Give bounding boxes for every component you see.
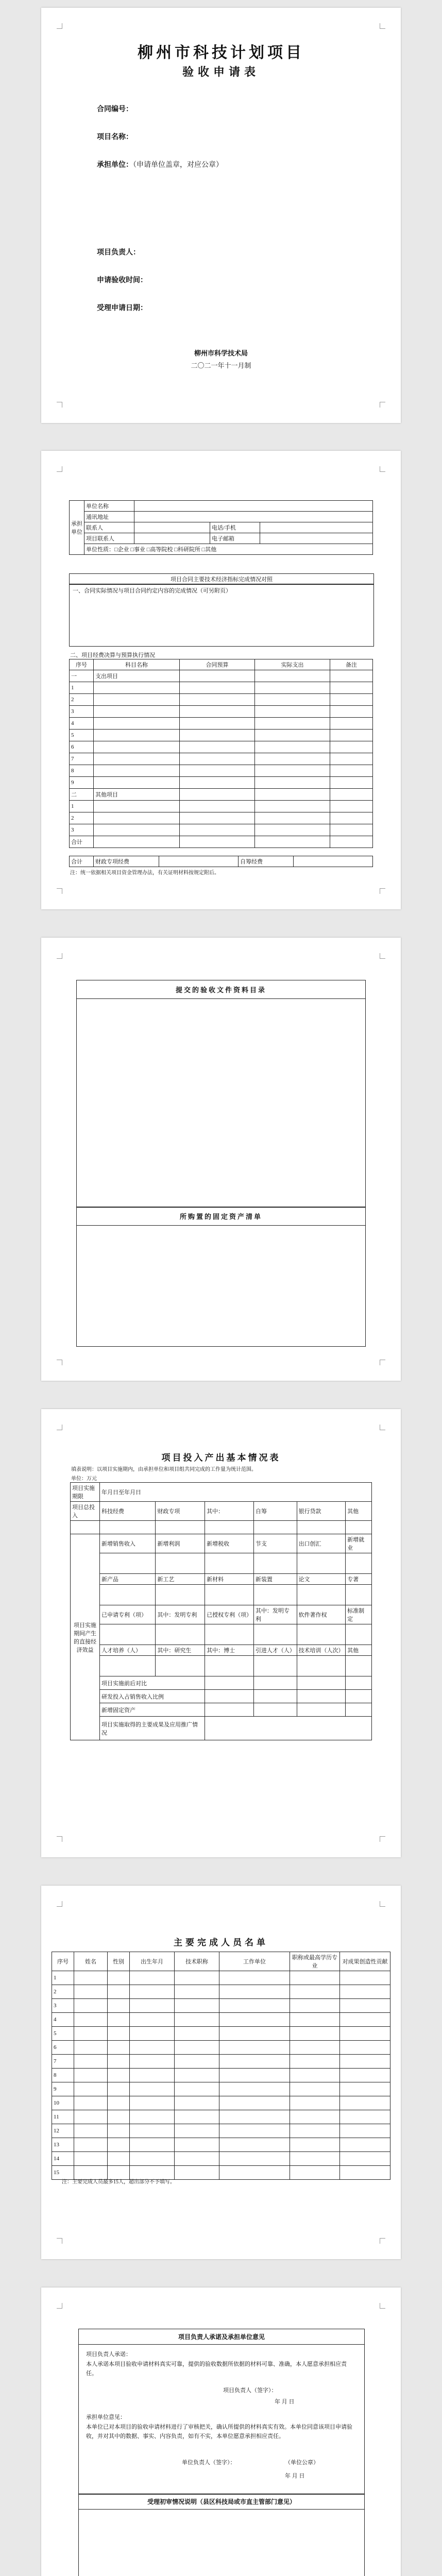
personnel-row: 4 [52,2013,390,2027]
io-unit: 单位：万元 [71,1476,97,1482]
personnel-row: 1 [52,1971,390,1985]
budget-row: 一 支出项目 [70,670,373,682]
personnel-footnote: 注：主要完成人员最多15人，超出部分不予填写。 [62,2179,175,2185]
page-basic-info [41,451,401,909]
personnel-table: 序号 姓名 性别 出生年月 技术职称 工作单位 职称或最高学历专业 对成果创造性贡献 1 2 3 4 5 6 7 8 9 10 11 12 13 14 15 [52,1952,390,2180]
cover-field: 项目负责人： [97,249,140,257]
indicators-box: 一、合同实际情况与项目合同约定内容的完成情况（可另附页） [69,584,374,647]
personnel-row: 7 [52,2055,390,2069]
io-table: 项目实施期限 年月日至年月日 项目总投入 科技经费 财政专项 其中： 自筹 银行贷款 其他 项目实施期间产生的直接经济效益 新增销售收入 新增利润 新增税收 节支 出口创汇 新增就业 新产品 新工艺 新材料 新装置 论文 专著 已申请专利（项） 其中：发明专利 已授权专利（项） 其中：发明专利 软件著作权 标准制定 人才培养（人） 其中：研究生 其中：博士 引进人才（人） 技术培训（人次） 其他 项目实施前后对比 研发投入占销售收入比例 新增固定资产 项目实施取得的主要成果及应用推广情况 [70,1482,372,1740]
applicant-table: 承担单位 单位名称 通讯地址 联系人 电话/手机 项目联系人 电子邮箱 单位性质：□企业 □事业 □高等院校 □科研院所 □其他 [69,500,373,555]
review-box [78,2494,365,2576]
budget-row: 7 [70,753,373,765]
budget-row: 8 [70,765,373,777]
personnel-row: 12 [52,2124,390,2138]
caption-budget: 二、项目经费决算与预算执行情况 [70,652,155,658]
personnel-row: 3 [52,1999,390,2013]
personnel-row: 8 [52,2069,390,2082]
budget-table: 序号 科目名称 合同预算 实际支出 备注 一 支出项目 1 2 3 4 5 6 7 8 9 二 其他项目 1 2 3 合计 [69,659,373,848]
documents-box [76,980,366,1208]
documents-title: 提交的验收文件资料目录 [77,980,365,999]
personnel-row: 6 [52,2041,390,2055]
budget-row: 1 [70,801,373,812]
budget-row: 3 [70,706,373,718]
personnel-row: 2 [52,1985,390,1999]
cover-date: 二〇二一年十一月制 [191,362,251,369]
page-input-output [41,1409,401,1857]
budget-row: 合计 [70,836,373,848]
cover-field: 合同编号： [97,106,133,113]
personnel-row: 10 [52,2096,390,2110]
page-cover [41,8,401,423]
cover-field: 申请验收时间： [97,277,147,284]
cover-title: 柳州市科技计划项目 [138,44,304,61]
cover-subtitle: 验收申请表 [182,65,260,78]
personnel-row: 5 [52,2027,390,2041]
budget-total: 合计 财政专项经费 自筹经费 [69,856,373,867]
caption-indicators: 项目合同主要技术经济指标完成情况对照 [69,573,374,585]
personnel-title: 主要完成人员名单 [174,1938,268,1947]
budget-row: 9 [70,777,373,789]
budget-row: 4 [70,718,373,730]
personnel-row: 9 [52,2082,390,2096]
page-commitment [41,2287,401,2576]
personnel-row: 15 [52,2166,390,2180]
io-title: 项目投入产出基本情况表 [161,1453,281,1463]
budget-row: 二 其他项目 [70,789,373,801]
review-title: 受理初审情况说明（县区科技局或市直主管部门意见） [79,2494,364,2510]
personnel-row: 14 [52,2152,390,2166]
budget-row: 1 [70,682,373,694]
personnel-row: 13 [52,2138,390,2152]
cover-field: 受理申请日期： [97,304,147,312]
assets-title: 所购置的固定资产清单 [77,1207,365,1226]
io-note: 填表说明：以项目实施期内，由承担单位和项目组共同完成的工作量为统计范围。 [71,1467,257,1472]
budget-row: 6 [70,741,373,753]
page-personnel [41,1886,401,2259]
personnel-row: 11 [52,2110,390,2124]
cover-field-list [97,104,344,330]
cover-field: 项目名称： [97,133,133,141]
cover-field: 承担单位：（申请单位盖章，对应公章） [97,161,223,169]
budget-row: 2 [70,694,373,706]
cover-issuer: 柳州市科学技术局 [194,349,248,357]
assets-box [76,1207,366,1347]
budget-row: 2 [70,812,373,824]
budget-row: 5 [70,730,373,741]
page-documents [41,938,401,1381]
commitment-box: 项目负责人承诺及承担单位意见 项目负责人承诺： 本人承诺本项目验收申请材料真实可靠，提供的验收数据所依据的材料可靠、准确，本人愿意承担相应责任。 项目负责人（签字）： 年 月 日 承担单位意见： 本单位已对本项目的验收申请材料进行了审核把关，确认所提供的材料真实有效。本单位同意该项目申请验收，并对其中的数据、事实、内容负责，如有不实，本单位愿意承担相应责任。 单位负责人（签字）： （单位公章） 年 月 日 [78,2329,365,2495]
budget-row: 3 [70,824,373,836]
commitment-title: 项目负责人承诺及承担单位意见 [79,2329,364,2345]
budget-footnote: 注：统一依据相关项目资金管理办法，有关证明材料按规定附后。 [70,870,219,876]
